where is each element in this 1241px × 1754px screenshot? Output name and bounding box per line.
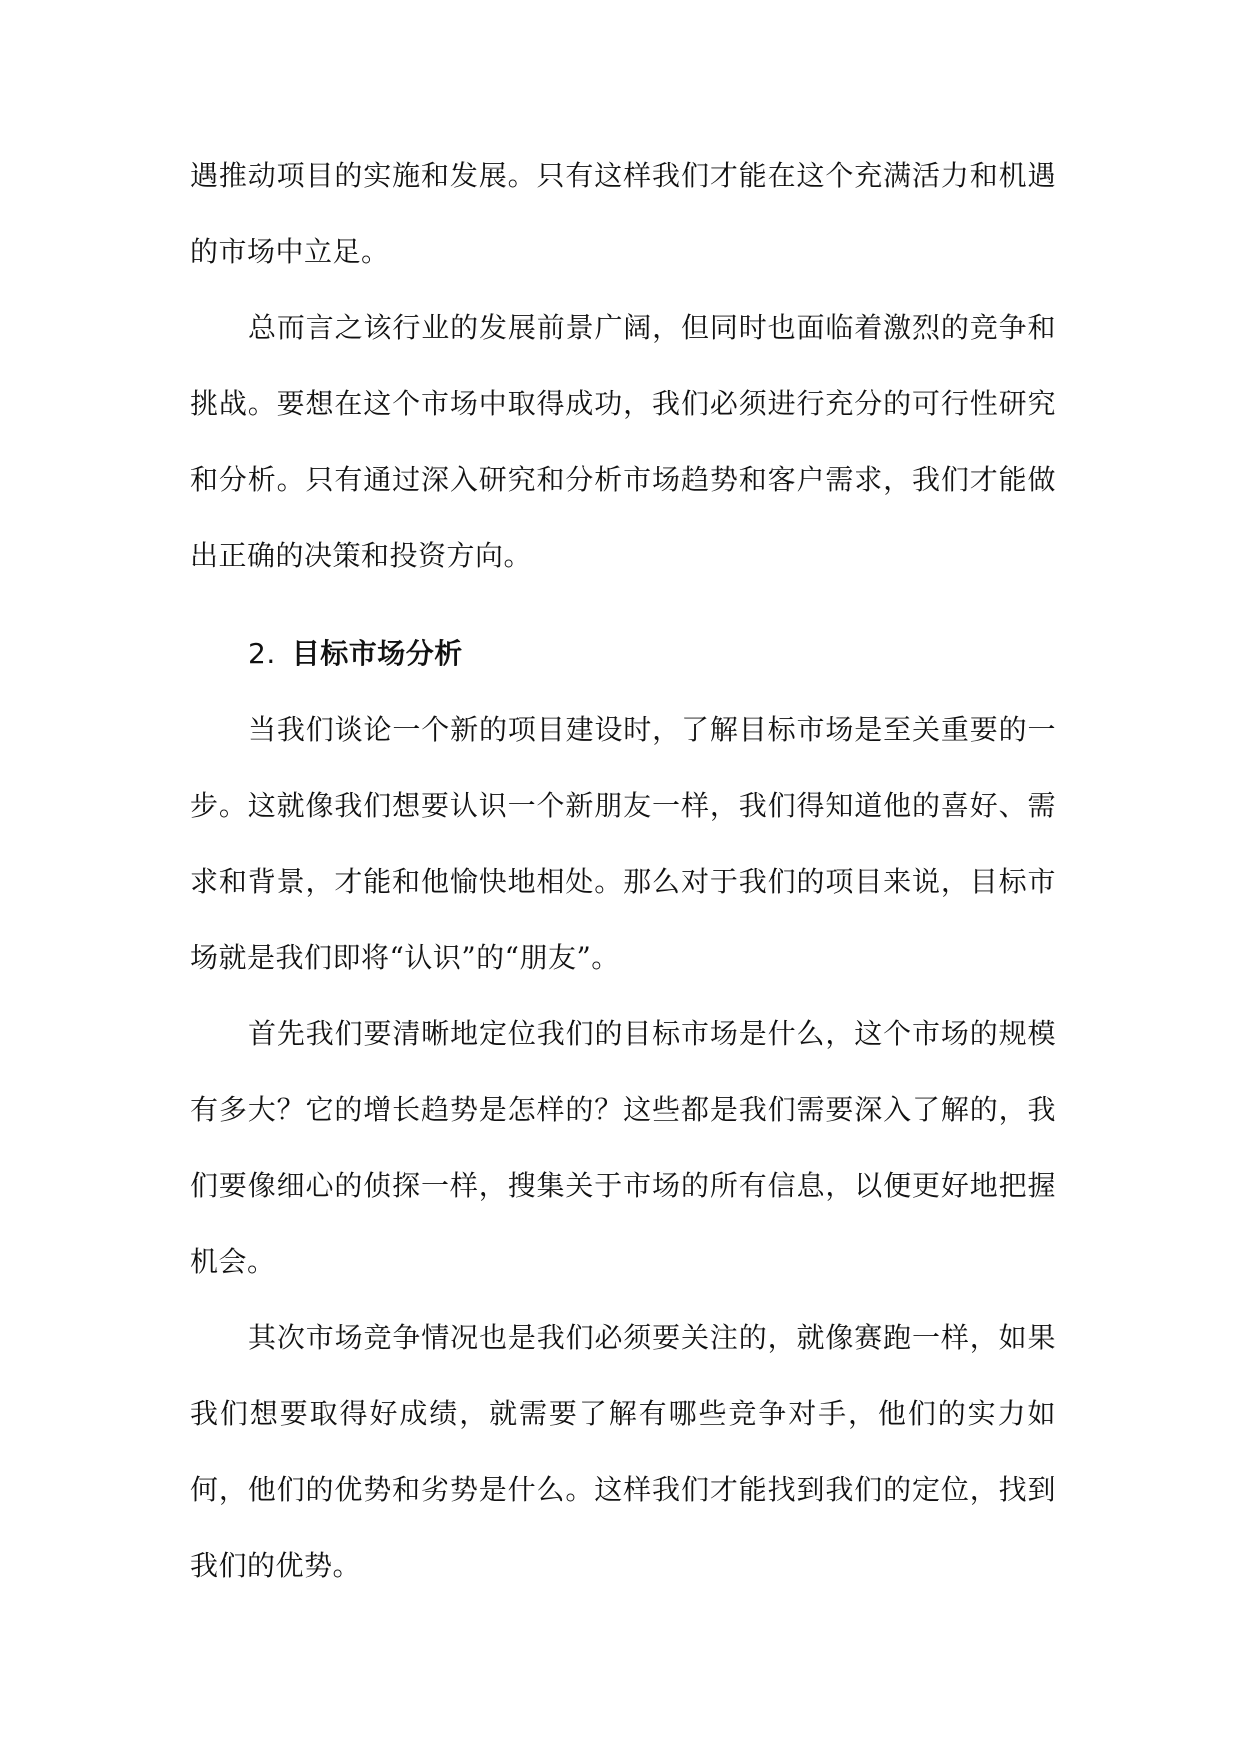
section-title: 目标市场分析: [291, 637, 463, 670]
paragraph-competition: 其次市场竞争情况也是我们必须要关注的，就像赛跑一样，如果我们想要取得好成绩，就需要了解有哪些竞争对手，他们的实力如何，他们的优势和劣势是什么。这样我们才能找到我们的定位，找到我们的优势。: [190, 1321, 1056, 1582]
document-body: [190, 138, 1056, 1604]
paragraph-market-positioning: 首先我们要清晰地定位我们的目标市场是什么，这个市场的规模有多大？它的增长趋势是怎样的？这些都是我们需要深入了解的，我们要像细心的侦探一样，搜集关于市场的所有信息，以便更好地把握机会。: [190, 1017, 1056, 1278]
paragraph-intro: 当我们谈论一个新的项目建设时，了解目标市场是至关重要的一步。这就像我们想要认识一个新朋友一样，我们得知道他的喜好、需求和背景，才能和他愉快地相处。那么对于我们的项目来说，目标市场就是我们即将“认识”的“朋友”。: [190, 713, 1056, 974]
paragraph-continuation: 遇推动项目的实施和发展。只有这样我们才能在这个充满活力和机遇的市场中立足。: [190, 159, 1056, 268]
section-number: 2.: [248, 637, 276, 670]
paragraph-summary: 总而言之该行业的发展前景广阔，但同时也面临着激烈的竞争和挑战。要想在这个市场中取得成功，我们必须进行充分的可行性研究和分析。只有通过深入研究和分析市场趋势和客户需求，我们才能做出正确的决策和投资方向。: [190, 311, 1056, 572]
section-heading: [190, 616, 1056, 692]
